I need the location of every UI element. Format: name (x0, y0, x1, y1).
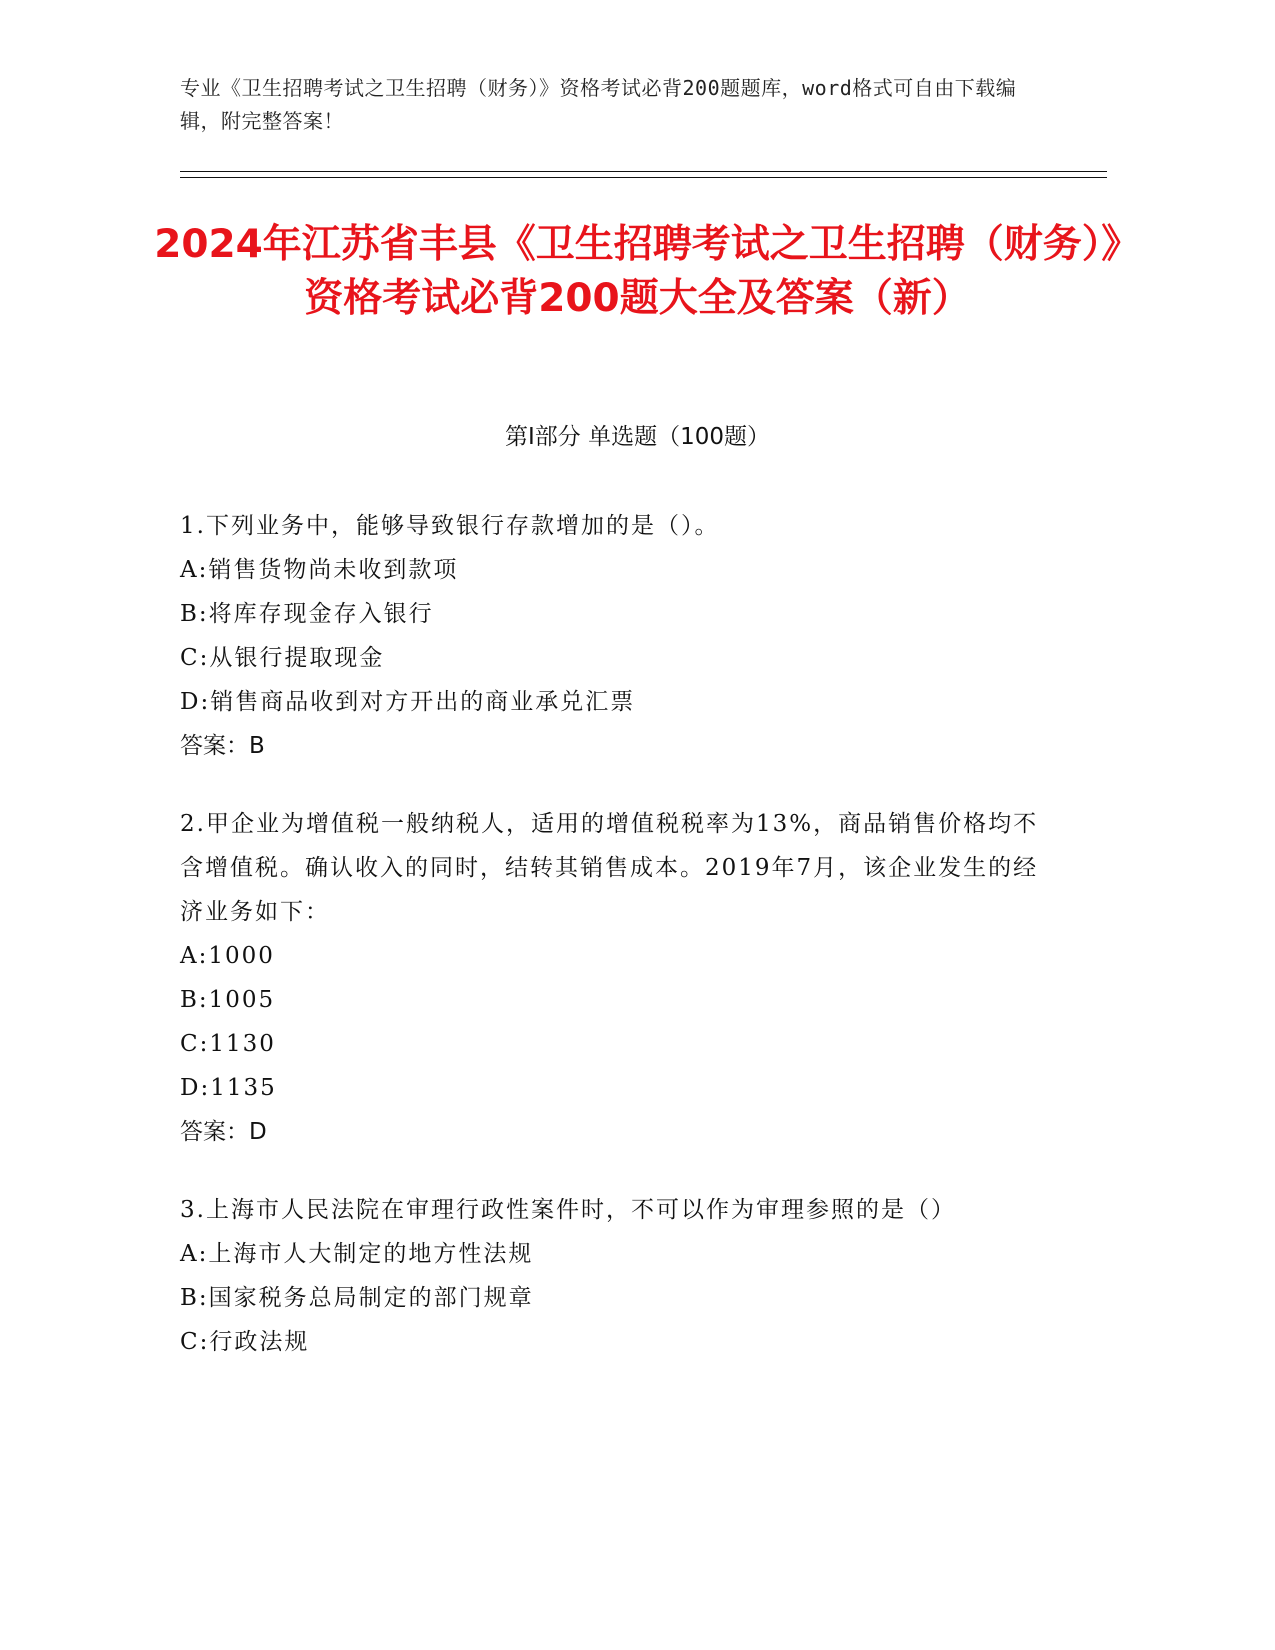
answer-line: 答案：D (180, 1119, 267, 1145)
option-a: A:上海市人大制定的地方性法规 (180, 1241, 534, 1267)
question-stem: 1.下列业务中，能够导致银行存款增加的是（）。 (180, 513, 720, 539)
option-b: B:国家税务总局制定的部门规章 (180, 1285, 534, 1311)
section-title: 第I部分 单选题（100题） (505, 424, 770, 450)
option-b: B:将库存现金存入银行 (180, 601, 434, 627)
question-3 (180, 1188, 1040, 1364)
header-note: 专业《卫生招聘考试之卫生招聘（财务）》资格考试必背200题题库，word格式可自由下载编辑，附完整答案！ (180, 76, 1017, 133)
question-stem: 3.上海市人民法院在审理行政性案件时，不可以作为审理参照的是（） (180, 1197, 956, 1223)
answer-line: 答案：B (180, 733, 265, 759)
option-d: D:销售商品收到对方开出的商业承兑汇票 (180, 689, 636, 715)
option-a: A:1000 (180, 943, 275, 969)
option-c: C:从银行提取现金 (180, 645, 385, 671)
question-2 (180, 802, 1040, 1154)
option-b: B:1005 (180, 987, 276, 1013)
question-1 (180, 504, 1040, 768)
question-stem: 2.甲企业为增值税一般纳税人，适用的增值税税率为13%，商品销售价格均不含增值税。确认收入的同时，结转其销售成本。2019年7月，该企业发生的经济业务如下： (180, 811, 1039, 925)
option-a: A:销售货物尚未收到款项 (180, 557, 459, 583)
header-divider-bottom (180, 177, 1107, 178)
header-divider-top (180, 171, 1107, 172)
option-d: D:1135 (180, 1075, 277, 1101)
question-list (180, 504, 1040, 1398)
document-title: 2024年江苏省丰县《卫生招聘考试之卫生招聘（财务）》资格考试必背200题大全及答案（新） (154, 222, 1121, 321)
option-c: C:1130 (180, 1031, 276, 1057)
option-c: C:行政法规 (180, 1329, 310, 1355)
